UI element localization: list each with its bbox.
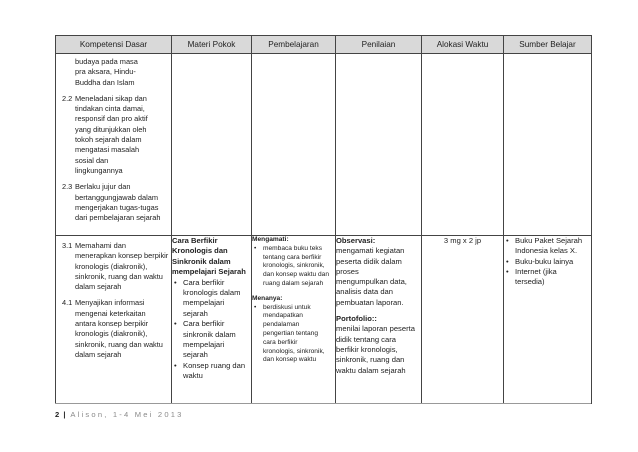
menanya-bullet: • berdiskusi untuk mendapatkan pendalaman pengertian tentang cara berfikir kronologis, sinkronik, dan konsep waktu [252,304,335,366]
portofolio-heading: Portofolio:: [336,314,377,324]
pembelajaran-cell-top [252,54,336,236]
penilaian-cell-top [336,54,422,236]
sumber-item: • Internet (jika tersedia) [504,267,591,288]
kd-item-2-2 [56,94,171,176]
kd-text: Meneladani sikap dan tindakan cinta damai, responsif dan pro aktif yang ditunjukkan oleh tokoh sejarah dalam mengatasi masalah sosial dan lingkungannya [75,93,148,175]
portofolio-text: menilai laporan peserta didik tentang cara berfikir kronologis, sinkronik, ruang dan waktu dalam sejarah [336,324,415,375]
kd-item-4-1 [56,298,171,360]
materi-bullet: • Cara berfikir sinkronik dalam mempelajari sejarah [172,319,251,361]
mengamati-bullet: • membaca buku teks tentang cara berfikir kronologis, sinkronik, dan konsep waktu dan ruang dalam sejarah [252,245,335,289]
header-materi-pokok: Materi Pokok [172,36,252,54]
materi-cell-top [172,54,252,236]
header-sumber-belajar: Sumber Belajar [504,36,592,54]
header-pembelajaran: Pembelajaran [252,36,336,54]
kd-text: Menyajikan informasi mengenai keterkaitan antara konsep berpikir kronologis (diakronik), sinkronik, ruang dan waktu dalam sejarah [75,298,163,359]
materi-cell [172,236,252,404]
page-footer [55,410,184,419]
mengamati-heading: Mengamati: [252,236,289,243]
kd-cell-bottom [56,236,172,404]
header-alokasi-waktu: Alokasi Waktu [422,36,504,54]
alokasi-cell-top [422,54,504,236]
sumber-cell-top [504,54,592,236]
kd-number: 2.3 [62,182,73,192]
menanya-heading: Menanya: [252,294,283,302]
kd-text: Memahami dan menerapkan konsep berpikir kronologis (diakronik), sinkronik, ruang dan waktu dalam sejarah [75,241,169,292]
kd-item-2-3 [56,182,171,223]
footer-divider [55,403,591,404]
sumber-item: • Buku-buku lainya [504,257,591,267]
materi-title: Cara Berfikir Kronologis dan Sinkronik dalam mempelajari Sejarah [172,236,246,277]
observasi-text: mengamati kegiatan peserta didik dalam proses mengumpulkan data, analisis data dan pembuatan laporan. [336,246,407,307]
kd-number: 2.2 [62,93,73,103]
kd-continuation: budaya pada masa pra aksara, Hindu-Buddha dan Islam [75,57,138,87]
observasi-heading: Observasi: [336,236,376,245]
kd-text: Berlaku jujur dan bertanggungjawab dalam mengerjakan tugas-tugas dari pembelajaran sejarah [75,182,161,223]
penilaian-cell [336,236,422,404]
syllabus-table [55,35,592,404]
page-number: 2 | [55,410,67,419]
pembelajaran-cell [252,236,336,404]
materi-bullet: • Cara berfikir kronologis dalam mempelajari sejarah [172,278,251,320]
table-header-row [56,36,592,54]
header-penilaian: Penilaian [336,36,422,54]
header-kompetensi-dasar: Kompetensi Dasar [56,36,172,54]
alokasi-cell: 3 mg x 2 jp [422,236,504,404]
sumber-item: • Buku Paket Sejarah Indonesia kelas X. [504,236,591,257]
sumber-cell [504,236,592,404]
table-row [56,236,592,404]
kd-cell-top [56,54,172,236]
kd-item-3-1 [56,241,171,292]
materi-bullet: • Konsep ruang dan waktu [172,361,251,382]
footer-text: Alison, 1-4 Mei 2013 [70,410,184,419]
table-row [56,54,592,236]
kd-number: 3.1 [62,241,73,250]
kd-number: 4.1 [62,298,73,308]
